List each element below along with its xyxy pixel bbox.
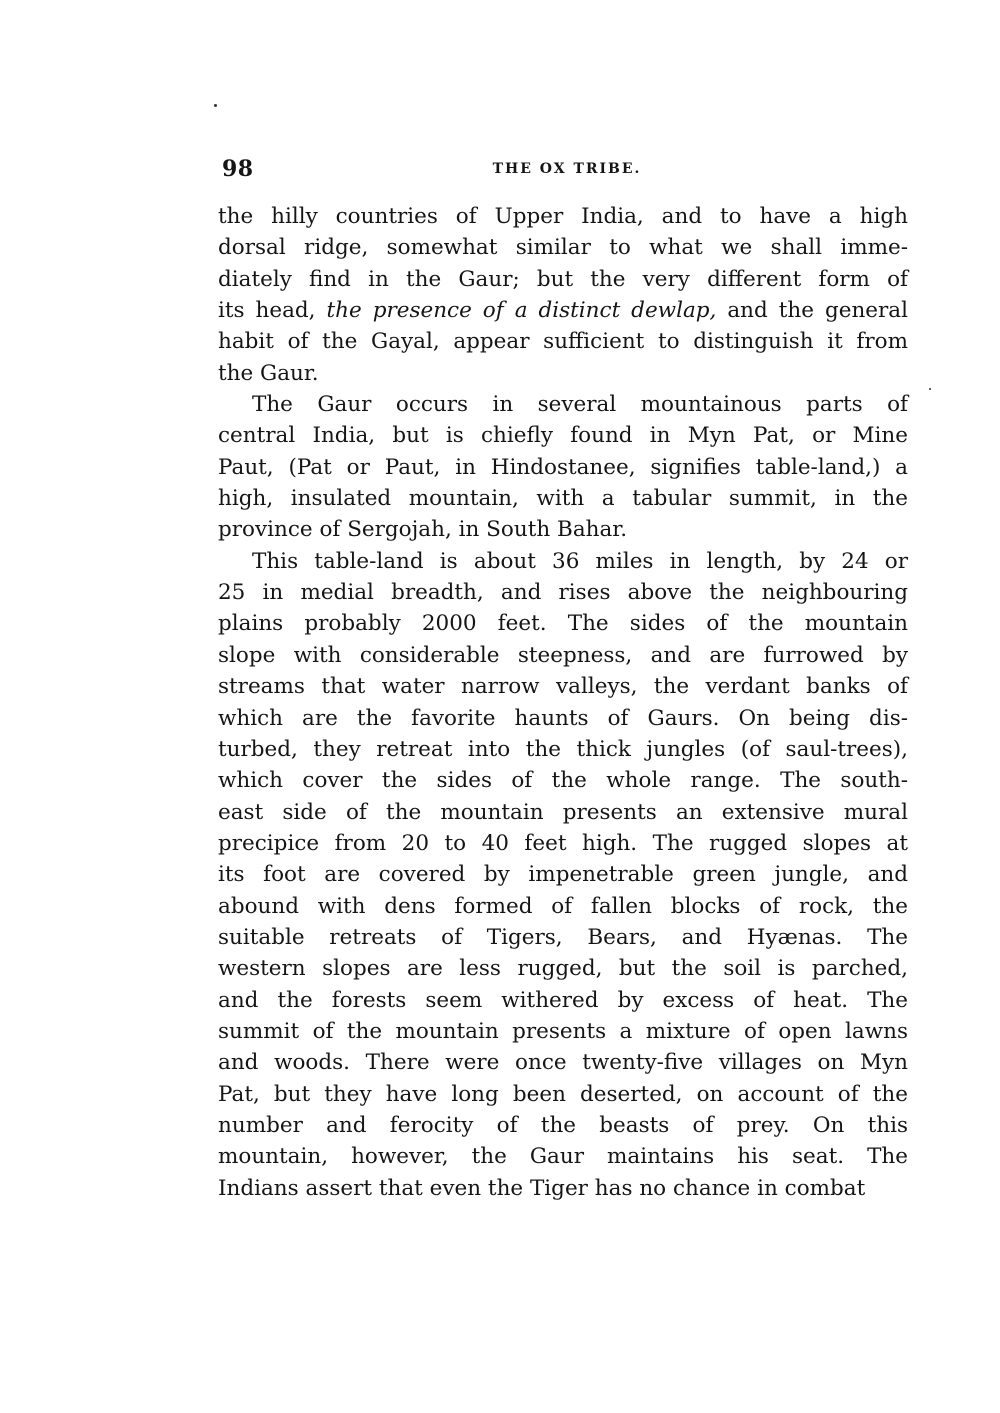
text-line: abound with dens formed of fallen blocks of rock, the [218,893,908,919]
text-line: The Gaur occurs in several mountainous parts of [252,392,908,418]
text-line: which cover the sides of the whole range. The south- [218,768,908,794]
text-line: and woods. There were once twenty-five villages on Myn [218,1050,908,1076]
text-line: plains probably 2000 feet. The sides of the mountain [218,611,908,637]
text-line: high, insulated mountain, with a tabular summit, in the [218,486,908,512]
text-line: its head, the presence of a distinct dewlap, and the general [218,298,908,324]
text-line: province of Sergojah, in South Bahar. [218,517,628,543]
text-line: central India, but is chiefly found in Myn Pat, or Mine [218,423,908,449]
text-line: habit of the Gayal, appear sufficient to distinguish it from [218,329,908,355]
text-line: western slopes are less rugged, but the soil is parched, [218,956,908,982]
body-text [218,201,908,1204]
paragraph [218,389,908,546]
text-line: Paut, (Pat or Paut, in Hindostanee, signifies table-land,) a [218,454,908,480]
text-line: slope with considerable steepness, and are furrowed by [218,642,908,668]
running-title: THE OX TRIBE. [492,161,642,177]
text-line: the hilly countries of Upper India, and to have a high [218,204,908,229]
text-line: east side of the mountain presents an extensive mural [218,799,908,825]
text-line: summit of the mountain presents a mixture of open lawns [218,1018,908,1044]
text-line: the Gaur. [218,360,319,386]
text-line: Indians assert that even the Tiger has no chance in combat [218,1175,866,1201]
running-head [222,156,912,186]
page-number: 98 [222,156,254,182]
text-line: which are the favorite haunts of Gaurs. On being dis- [218,705,908,731]
text-line: diately find in the Gaur; but the very different form of [218,266,908,292]
text-line: precipice from 20 to 40 feet high. The rugged slopes at [218,830,908,856]
text-line: number and ferocity of the beasts of prey. On this [218,1112,908,1138]
text-line: 25 in medial breadth, and rises above the neighbouring [218,580,908,606]
text-line: turbed, they retreat into the thick jungles (of saul-trees), [218,736,908,762]
print-speck [214,104,217,107]
text-line: streams that water narrow valleys, the verdant banks of [218,674,908,700]
text-line: suitable retreats of Tigers, Bears, and Hyænas. The [218,924,908,950]
text-line: dorsal ridge, somewhat similar to what we shall imme- [218,235,908,261]
text-line: Pat, but they have long been deserted, on account of the [218,1081,908,1107]
print-speck [929,388,931,390]
text-line: This table-land is about 36 miles in length, by 24 or [252,548,908,574]
text-line: its foot are covered by impenetrable green jungle, and [218,862,908,888]
paragraph [218,546,908,1204]
paragraph [218,201,908,389]
italic-phrase: the presence of a distinct dewlap, [326,298,717,324]
text-line: and the forests seem withered by excess of heat. The [218,987,908,1013]
text-line: mountain, however, the Gaur maintains his seat. The [218,1144,908,1170]
